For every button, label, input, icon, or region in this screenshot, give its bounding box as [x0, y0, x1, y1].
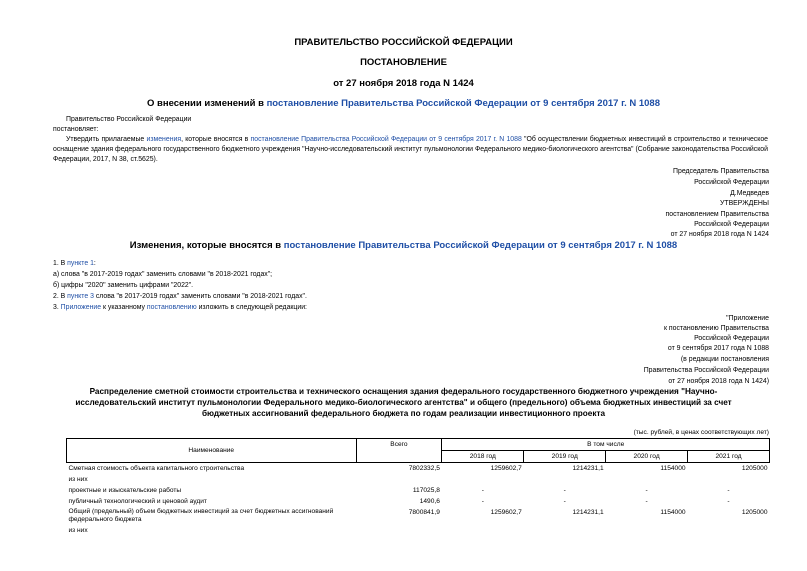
decree-ref-link[interactable]: постановлению — [146, 304, 197, 311]
row-2020: - — [645, 498, 648, 505]
intro-line-2: постановляет: — [53, 126, 99, 133]
row-2018: - — [481, 498, 484, 505]
approved-line-2: постановлением Правительства — [665, 211, 769, 218]
distribution-title-3: бюджетных ассигнований федерального бюджета по годам реализации инвестиционного проекта — [201, 409, 606, 418]
header-year-2019: 2019 год — [524, 451, 606, 463]
table-row — [67, 474, 770, 485]
row-2021 — [688, 525, 770, 536]
change-item-2 — [53, 292, 307, 301]
header-name: Наименование — [67, 439, 357, 463]
change-item-1 — [53, 259, 96, 268]
appendix-ref-line-5: (в редакции постановления — [680, 356, 769, 363]
row-2020: 1154000 — [660, 509, 686, 516]
row-2018: 1259602,7 — [442, 463, 524, 475]
distribution-title-1: Распределение сметной стоимости строительства и технического оснащения здания федерального государственного бюджетного учреждения "Научно- — [89, 387, 718, 396]
signature-name: Д.Медведев — [730, 190, 769, 197]
row-total: 117025,8 — [412, 487, 440, 494]
units-note: (тыс. рублей, в ценах соответствующих лет) — [633, 429, 769, 436]
header-including: В том числе — [442, 439, 770, 451]
header-total: Всего — [356, 439, 442, 463]
header-year-2018: 2018 год — [442, 451, 524, 463]
row-total: 7802332,5 — [356, 463, 442, 475]
header-year-2020: 2020 год — [606, 451, 688, 463]
row-2019: 1214231,1 — [524, 463, 606, 475]
row-2021: 1205000 — [741, 509, 768, 516]
change-item-3 — [53, 303, 307, 312]
point-3-link[interactable]: пункте 3 — [67, 293, 94, 300]
row-2018 — [442, 525, 524, 536]
approved-line-3: Российской Федерации — [694, 221, 769, 228]
table-row — [67, 507, 770, 525]
intro-text-start: Утвердить прилагаемые — [66, 136, 147, 143]
row-2021: - — [727, 487, 730, 494]
document-date: от 27 ноября 2018 года N 1424 — [333, 78, 474, 89]
row-total: 7800841,9 — [408, 509, 440, 516]
intro-paragraph — [53, 135, 768, 165]
row-2020 — [606, 474, 688, 485]
table-row — [67, 496, 770, 507]
intro-text-mid: , которые вносятся в — [181, 136, 251, 143]
government-header: ПРАВИТЕЛЬСТВО РОССИЙСКОЙ ФЕДЕРАЦИИ — [294, 37, 513, 48]
table-row — [67, 463, 770, 475]
row-2021: 1205000 — [688, 463, 770, 475]
distribution-title-2: исследовательский институт пульмонологии Федерального медико-биологического агентства" и общего (предельного) объема бюджетных инвестиций за счет — [75, 398, 732, 407]
appendix-ref-line-2: к постановлению Правительства — [663, 325, 769, 332]
change-item-2-rest: слова "в 2017-2019 годах" заменить словами "в 2018-2021 годах". — [93, 293, 307, 300]
row-2018 — [442, 474, 524, 485]
intro-text-end: "Об осуществлении бюджетных инвестиций в строительство и техническое оснащение здания федерального государственного бюджетного учреждения "Научно-исследовательский институт пульмонологии Федерального медико-биологического агентства" (Собрание законодательства Российской Федерации, 2017, N 38, ст.5625). — [53, 136, 768, 163]
change-item-3-rest: изложить в следующей редакции: — [196, 304, 307, 311]
signature-line-1: Председатель Правительства — [673, 168, 769, 175]
row-2021 — [688, 474, 770, 485]
row-name: из них — [68, 527, 88, 534]
table-row — [67, 485, 770, 496]
approved-line-1: УТВЕРЖДЕНЫ — [720, 200, 769, 207]
appendix-link[interactable]: Приложение — [60, 304, 102, 311]
row-2019: 1214231,1 — [572, 509, 604, 516]
signature-line-2: Российской Федерации — [694, 179, 769, 186]
row-total — [356, 525, 442, 536]
change-item-3-num: 3. — [53, 304, 61, 311]
row-name: из них — [68, 476, 88, 483]
decree-link[interactable]: постановление Правительства Российской Федерации от 9 сентября 2017 г. N 1088 — [250, 136, 522, 143]
title-link-decree-1088[interactable]: постановление Правительства Российской Федерации от 9 сентября 2017 г. N 1088 — [266, 98, 661, 109]
changes-title-link[interactable]: постановление Правительства Российской Федерации от 9 сентября 2017 г. N 1088 — [283, 240, 678, 251]
appendix-ref-line-4: от 9 сентября 2017 года N 1088 — [667, 345, 769, 352]
row-2019 — [524, 525, 606, 536]
row-name: Сметная стоимость объекта капитального строительства — [67, 463, 357, 475]
document-title — [0, 98, 807, 109]
row-2019: - — [563, 498, 566, 505]
row-2019: - — [563, 487, 566, 494]
table-row — [67, 525, 770, 536]
row-2020: 1154000 — [606, 463, 688, 475]
row-2019 — [524, 474, 606, 485]
change-item-2-text: 2. В — [53, 293, 68, 300]
row-2020: - — [645, 487, 648, 494]
intro-line-1: Правительство Российской Федерации — [66, 116, 192, 123]
title-prefix: О внесении изменений в — [146, 98, 267, 109]
changes-title — [0, 240, 807, 251]
changes-link[interactable]: изменения — [146, 136, 182, 143]
row-name: Общий (предельный) объем бюджетных инвестиций за счет бюджетных ассигнований федерального бюджета — [68, 508, 334, 523]
row-2018: 1259602,7 — [490, 509, 522, 516]
row-2021: - — [727, 498, 730, 505]
row-name: проектные и изыскательские работы — [68, 487, 182, 494]
document-type: ПОСТАНОВЛЕНИЕ — [360, 57, 447, 68]
approved-line-4: от 27 ноября 2018 года N 1424 — [670, 231, 769, 238]
change-item-3-mid: к указанному — [101, 304, 147, 311]
row-name: публичный технологический и ценовой аудит — [68, 498, 207, 505]
appendix-ref-line-1: "Приложение — [726, 315, 769, 322]
appendix-ref-line-6: Правительства Российской Федерации — [643, 367, 769, 374]
point-1-link[interactable]: пункте 1 — [67, 260, 94, 267]
change-item-1a: а) слова "в 2017-2019 годах" заменить словами "в 2018-2021 годах"; — [53, 271, 273, 278]
row-total — [356, 474, 442, 485]
change-item-1-colon: : — [93, 260, 96, 267]
changes-title-prefix: Изменения, которые вносятся в — [129, 240, 284, 251]
appendix-ref-line-3: Российской Федерации — [694, 335, 769, 342]
row-2020 — [606, 525, 688, 536]
change-item-1-text: 1. В — [53, 260, 68, 267]
change-item-1b: б) цифры "2020" заменить цифрами "2022". — [53, 282, 194, 289]
row-total: 1490,6 — [419, 498, 440, 505]
distribution-table — [66, 438, 770, 536]
appendix-ref-line-7: от 27 ноября 2018 года N 1424) — [668, 378, 769, 385]
row-2018: - — [481, 487, 484, 494]
header-year-2021: 2021 год — [688, 451, 770, 463]
